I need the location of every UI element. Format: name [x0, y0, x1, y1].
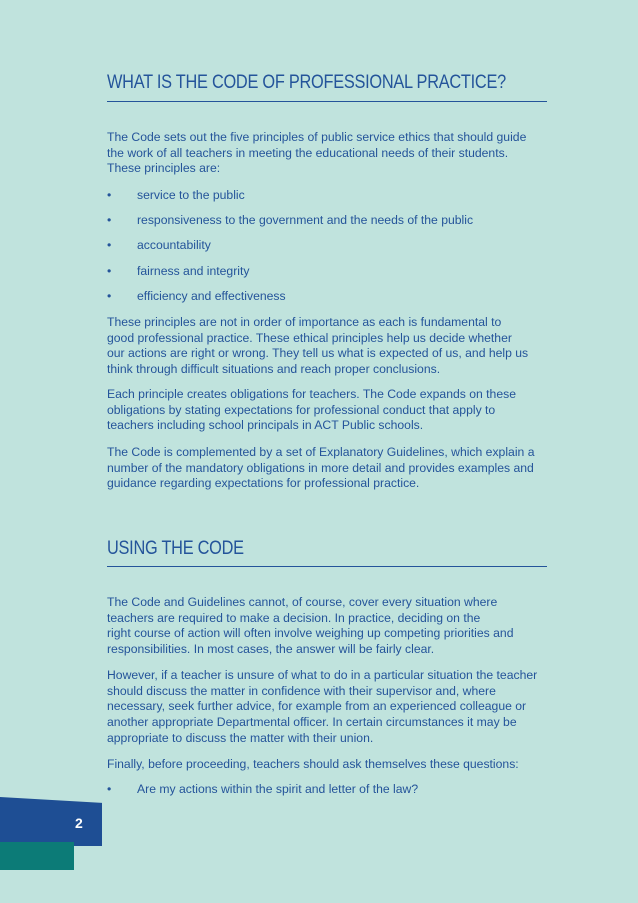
text-line: The Code and Guidelines cannot, of course, cover every situation where — [107, 595, 498, 609]
section-divider — [107, 101, 547, 102]
text-line: right course of action will often involve weighing up competing priorities and — [107, 626, 514, 641]
text-line: The Code sets out the five principles of public service ethics that should guide — [107, 130, 527, 144]
text-line: should discuss the matter in confidence with their supervisor and, where — [107, 683, 496, 698]
text-line: guidance regarding expectations for professional practice. — [107, 476, 420, 491]
text-line: the work of all teachers in meeting the educational needs of their students. — [107, 145, 509, 160]
section-divider — [107, 566, 547, 567]
intro-paragraph — [107, 130, 553, 177]
text-line: However, if a teacher is unsure of what to do in a particular situation the teacher — [107, 668, 538, 682]
bullet-icon: • — [107, 238, 112, 252]
principle-text: service to the public — [137, 188, 245, 202]
text-line: responsibilities. In most cases, the answer will be fairly clear. — [107, 642, 435, 657]
principle-text: efficiency and effectiveness — [137, 289, 286, 303]
text-line: These principles are: — [107, 161, 221, 176]
text-line: appropriate to discuss the matter with their union. — [107, 730, 374, 745]
principle-text: accountability — [137, 238, 211, 252]
text-line: The Code is complemented by a set of Explanatory Guidelines, which explain a — [107, 445, 535, 459]
text-line: good professional practice. These ethical principles help us decide whether — [107, 330, 512, 345]
bullet-icon: • — [107, 289, 112, 303]
question-text: Are my actions within the spirit and letter of the law? — [137, 782, 419, 796]
bullet-icon: • — [107, 264, 112, 278]
body-paragraph — [107, 387, 553, 434]
text-line: teachers are required to make a decision. In practice, deciding on the — [107, 610, 481, 625]
section-title-using: USING THE CODE — [107, 538, 244, 559]
body-paragraph — [107, 668, 553, 747]
bullet-icon: • — [107, 782, 112, 796]
text-line: obligations by stating expectations for professional conduct that apply to — [107, 402, 496, 417]
text-line: our actions are right or wrong. They tell us what is expected of us, and help us — [107, 346, 529, 361]
body-paragraph — [107, 757, 553, 773]
text-line: another appropriate Departmental officer. In certain circumstances it may be — [107, 715, 517, 730]
body-paragraph — [107, 315, 553, 378]
page-tab-shape — [0, 797, 102, 846]
text-line: necessary, seek further advice, for example from an experienced colleague or — [107, 699, 527, 714]
bullet-icon: • — [107, 213, 112, 227]
text-line: number of the mandatory obligations in more detail and provides examples and — [107, 460, 534, 475]
section-title-code: WHAT IS THE CODE OF PROFESSIONAL PRACTICE? — [107, 72, 506, 93]
text-line: These principles are not in order of importance as each is fundamental to — [107, 315, 502, 329]
page-number: 2 — [75, 815, 83, 831]
page-tab-accent — [0, 842, 74, 870]
principle-text: responsiveness to the government and the needs of the public — [137, 213, 474, 227]
text-line: think through difficult situations and reach proper conclusions. — [107, 362, 441, 377]
text-line: teachers including school principals in ACT Public schools. — [107, 418, 424, 433]
principle-text: fairness and integrity — [137, 264, 250, 278]
bullet-icon: • — [107, 188, 112, 202]
text-line: Each principle creates obligations for teachers. The Code expands on these — [107, 387, 516, 401]
body-paragraph — [107, 445, 553, 492]
text-line: Finally, before proceeding, teachers should ask themselves these questions: — [107, 757, 519, 771]
body-paragraph — [107, 595, 553, 658]
